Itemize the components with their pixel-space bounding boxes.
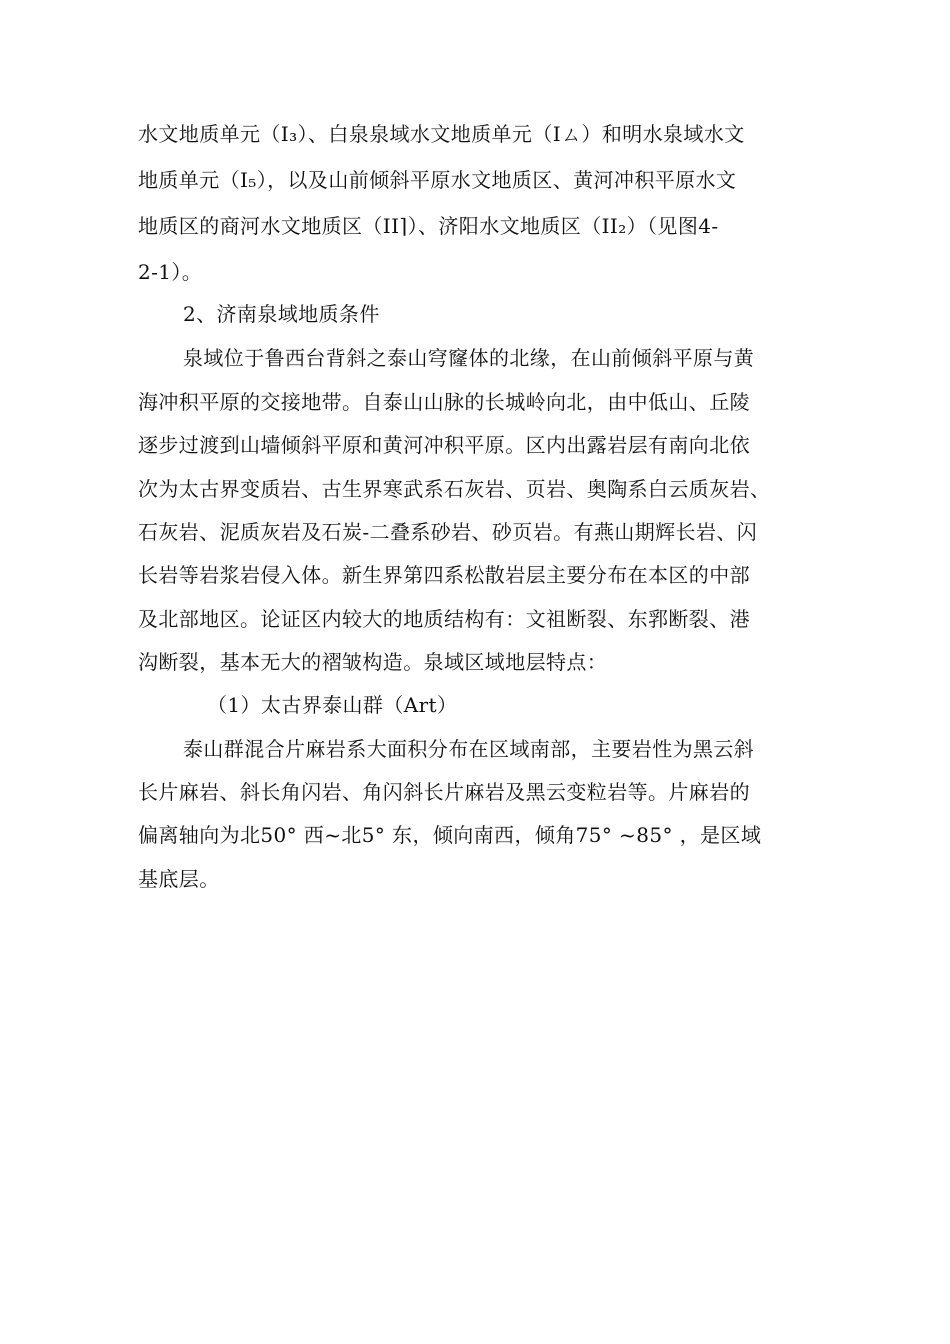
spring-para-line-7: 及北部地区。论证区内较大的地质结构有：文祖断裂、东郛断裂、港 <box>138 607 750 631</box>
spring-para-line-8: 沟断裂，基本无大的褶皱构造。泉域区域地层特点： <box>138 650 608 674</box>
taishan-para-line-4: 基底层。 <box>138 867 220 891</box>
spring-para-line-5: 石灰岩、泥质灰岩及石炭-二叠系砂岩、砂页岩。有燕山期辉长岩、闪 <box>138 520 758 544</box>
spring-para-line-3: 逐步过渡到山墙倾斜平原和黄河冲积平原。区内出露岩层有南向北依 <box>138 433 750 457</box>
intro-line-2: 地质单元（I₅），以及山前倾斜平原水文地质区、黄河冲积平原水文 <box>138 168 737 192</box>
taishan-para-line-3: 偏离轴向为北50° 西~北5° 东，倾向南西，倾角75° ~85° ，是区域 <box>138 823 762 847</box>
spring-para-line-6: 长岩等岩浆岩侵入体。新生界第四系松散岩层主要分布在本区的中部 <box>138 563 750 587</box>
spring-para-line-1: 泉域位于鲁西台背斜之泰山穹窿体的北缘，在山前倾斜平原与黄 <box>183 346 755 370</box>
taishan-para-line-2: 长片麻岩、斜长角闪岩、角闪斜长片麻岩及黑云变粒岩等。片麻岩的 <box>138 780 750 804</box>
spring-para-line-2: 海冲积平原的交接地带。自泰山山脉的长城岭向北，由中低山、丘陵 <box>138 390 750 414</box>
intro-line-1: 水文地质单元（I₃）、白泉泉域水文地质单元（Iㄙ）和明水泉域水文 <box>138 122 745 146</box>
intro-line-3: 地质区的商河水文地质区（II⌉）、济阳水文地质区（II₂）（见图4- <box>138 214 719 238</box>
subheading-taishan: （1）太古界泰山群（Art） <box>207 693 458 717</box>
taishan-para-line-1: 泰山群混合片麻岩系大面积分布在区域南部，主要岩性为黑云斜 <box>183 737 755 761</box>
section-heading: 2、济南泉域地质条件 <box>183 302 380 326</box>
spring-para-line-4: 次为太古界变质岩、古生界寒武系石灰岩、页岩、奥陶系白云质灰岩、 <box>138 477 771 501</box>
intro-line-4: 2-1）。 <box>138 260 203 284</box>
